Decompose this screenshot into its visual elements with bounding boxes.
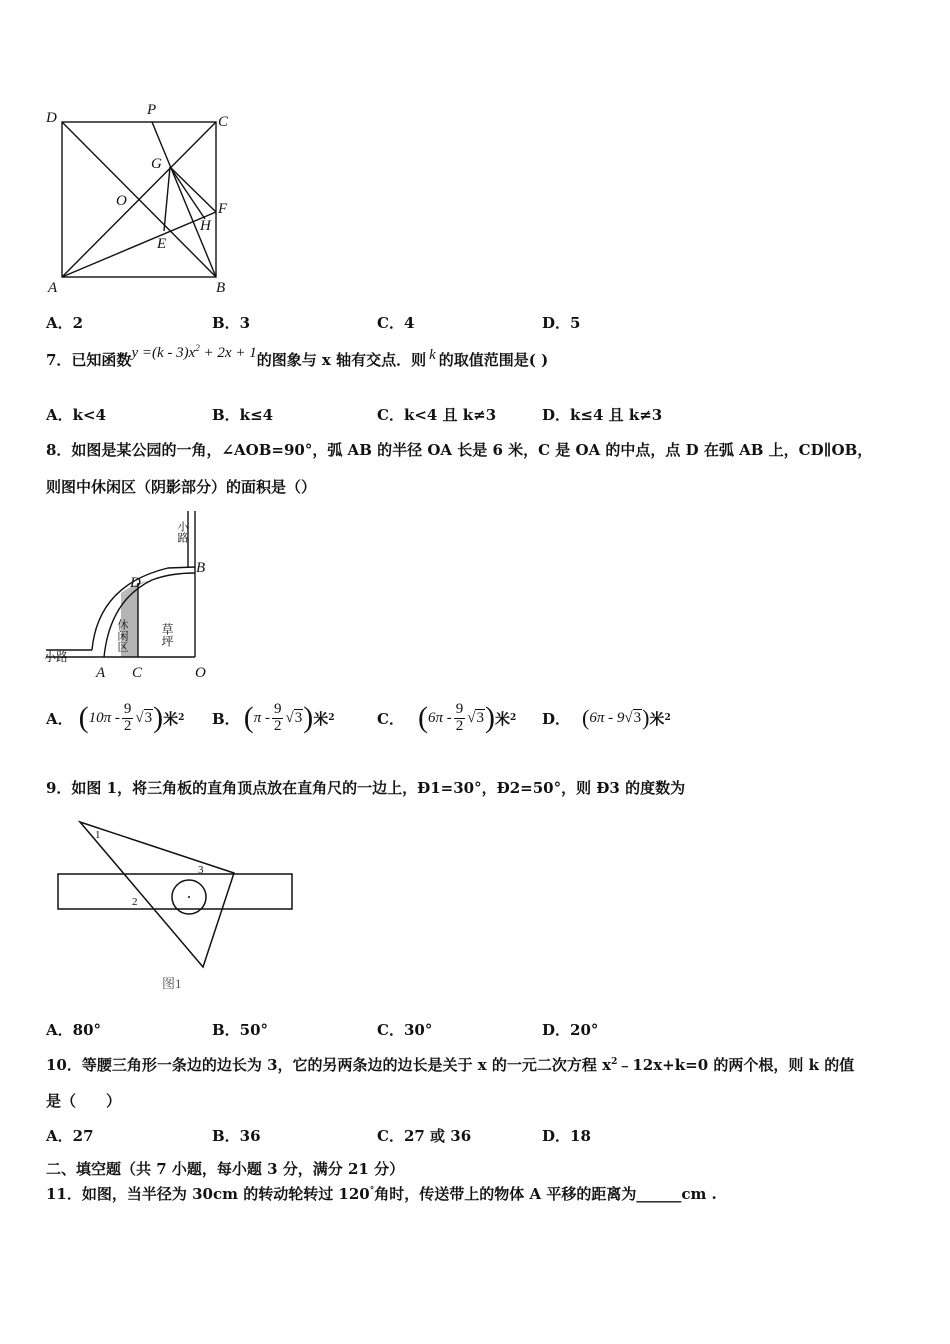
- q8-option-a[interactable]: A． ( 10π - $\frac{9}{2}$ √3 ) 米 2: [46, 700, 185, 734]
- line-gh: [170, 167, 205, 219]
- q9-triangle-figure: [50, 815, 300, 995]
- q10-option-a[interactable]: A．27: [46, 1127, 94, 1145]
- q7-option-c[interactable]: C．k<4 且 k≠3: [377, 406, 497, 424]
- q10-option-d[interactable]: D．18: [542, 1127, 591, 1145]
- q6-option-d[interactable]: D．5: [542, 314, 581, 332]
- label-rest-area: 休闲区: [116, 619, 128, 652]
- line-ge: [164, 167, 170, 231]
- q11-answer-blank[interactable]: ______: [636, 1185, 682, 1203]
- line-af: [62, 212, 216, 277]
- label-angle-2: 2: [132, 896, 138, 908]
- q7-option-d[interactable]: D．k≤4 且 k≠3: [542, 406, 663, 424]
- label-road-top: 小路: [176, 521, 188, 543]
- q8-option-d[interactable]: D． ( 6π - 9 √3 ) 米 2: [542, 705, 671, 730]
- label-o: O: [116, 193, 127, 209]
- label-b: B: [196, 560, 206, 576]
- q7-formula: $y =(k - 3)x^2 + 2x + 1$: [131, 343, 257, 361]
- figure-caption: 图1: [162, 976, 182, 991]
- q9-option-a[interactable]: A．80°: [46, 1021, 102, 1039]
- q11-question: 11．如图，当半径为 30cm 的转动轮转过 120°角时，传送带上的物体 A 平移的距离为______cm .: [46, 1185, 717, 1203]
- label-a: A: [48, 280, 58, 296]
- label-g: G: [151, 156, 162, 172]
- ruler: [58, 874, 292, 909]
- section-2-heading: 二、填空题（共 7 小题，每小题 3 分，满分 21 分）: [46, 1160, 405, 1178]
- label-e: E: [157, 236, 167, 252]
- q6-option-c[interactable]: C．4: [377, 314, 415, 332]
- q9-question: 9．如图 1，将三角板的直角顶点放在直角尺的一边上，Ð1=30°，Ð2=50°，则 Ð3 的度数为: [46, 779, 686, 797]
- label-c: C: [218, 114, 229, 130]
- label-o: O: [195, 665, 206, 681]
- label-road-left: 小路: [44, 650, 69, 664]
- label-f: F: [218, 201, 228, 217]
- q10-question-line1: 10．等腰三角形一条边的边长为 3，它的另两条边的边长是关于 x 的一元二次方程 $x^2﹣12x+k=0$ 的两个根，则 k 的值: [46, 1056, 855, 1074]
- q10-option-c[interactable]: C．27 或 36: [377, 1127, 472, 1145]
- line-gf: [170, 167, 216, 212]
- label-angle-3: 3: [198, 864, 204, 876]
- q8-option-b[interactable]: B． ( π - $\frac{9}{2}$ √3 ) 米 2: [212, 700, 335, 734]
- label-b: B: [216, 280, 226, 296]
- set-square: [80, 822, 234, 967]
- label-h: H: [200, 218, 211, 234]
- q7-middle: 的图象与 x 轴有交点．则: [256, 351, 427, 369]
- q10-option-b[interactable]: B．36: [212, 1127, 261, 1145]
- q8-question-line2: 则图中休闲区（阴影部分）的面积是（）: [46, 478, 317, 496]
- q7-suffix: 的取值范围是( ): [438, 351, 549, 369]
- q6-option-a[interactable]: A．2: [46, 314, 84, 332]
- q7-question: [46, 343, 549, 370]
- label-d: D: [130, 575, 141, 591]
- q9-option-d[interactable]: D．20°: [542, 1021, 599, 1039]
- q8-option-c[interactable]: C． ( 6π - $\frac{9}{2}$ √3 ) 米 2: [377, 700, 517, 734]
- label-p: P: [147, 102, 157, 118]
- q9-option-c[interactable]: C．30°: [377, 1021, 433, 1039]
- q8-park-figure: [40, 505, 230, 685]
- q10-question-line2: 是（ ）: [46, 1092, 122, 1110]
- label-angle-1: 1: [95, 829, 101, 841]
- label-d: D: [46, 110, 57, 126]
- label-a: A: [96, 665, 106, 681]
- q7-prefix: 7．已知函数: [46, 351, 132, 369]
- label-c: C: [132, 665, 143, 681]
- q8-question-line1: 8．如图是某公园的一角，∠AOB=90°，弧 AB 的半径 OA 长是 6 米，C 是 OA 的中点，点 D 在弧 AB 上，CD∥OB，: [46, 441, 873, 459]
- q7-option-b[interactable]: B．k≤4: [212, 406, 274, 424]
- label-lawn: 草坪: [160, 623, 174, 647]
- q9-option-b[interactable]: B．50°: [212, 1021, 269, 1039]
- line-pb: [152, 122, 216, 277]
- q6-square-figure: [40, 100, 250, 300]
- q7-option-a[interactable]: A．k<4: [46, 406, 107, 424]
- q6-option-b[interactable]: B．3: [212, 314, 251, 332]
- q7-var: k: [429, 347, 436, 363]
